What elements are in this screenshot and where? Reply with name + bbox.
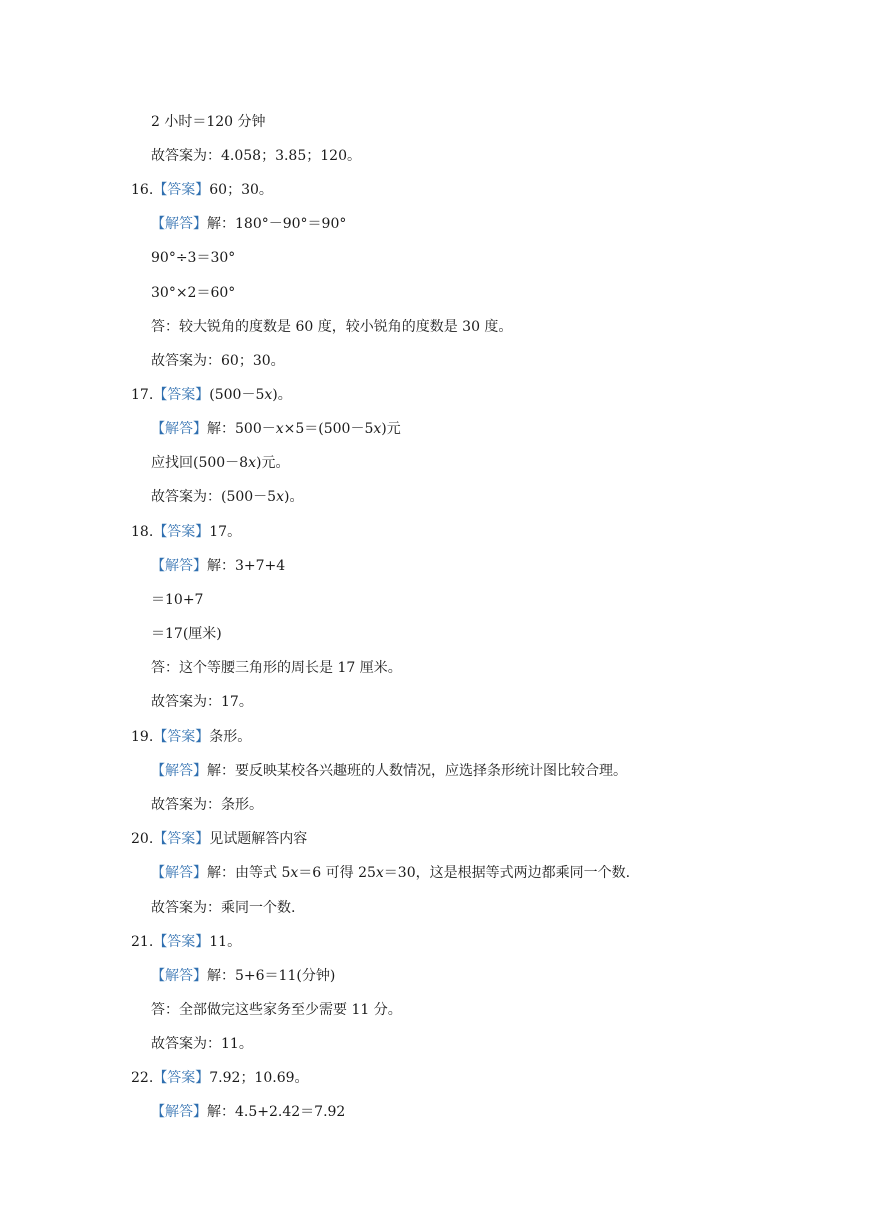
question-number: 22. (131, 1070, 154, 1086)
text-line: ＝10+7 (151, 592, 204, 608)
solution-tag: 【解答】 (151, 1104, 207, 1120)
text-line: 90°÷3＝30° (151, 250, 236, 266)
answer-line: 22.【答案】7.92；10.69。 (131, 1070, 309, 1086)
solution-line: 【解答】解：3+7+4 (151, 558, 286, 574)
text-line: 故答案为：乘同一个数. (151, 900, 296, 916)
solution-tag: 【解答】 (151, 968, 207, 984)
solution-line: 【解答】解：500－x×5＝(500－5x)元 (151, 421, 401, 437)
text-line: 故答案为：(500－5x)。 (151, 489, 304, 505)
answer-line: 18.【答案】17。 (131, 524, 242, 540)
answer-line: 16.【答案】60；30。 (131, 182, 273, 198)
text-line: 答：全部做完这些家务至少需要 11 分。 (151, 1002, 402, 1018)
answer-tag: 【答案】 (153, 831, 210, 847)
text-line: 答：较大锐角的度数是 60 度，较小锐角的度数是 30 度。 (151, 319, 513, 335)
solution-line: 【解答】解：要反映某校各兴趣班的人数情况，应选择条形统计图比较合理。 (151, 763, 627, 779)
solution-line: 【解答】解：180°－90°＝90° (151, 216, 347, 232)
solution-tag: 【解答】 (151, 558, 207, 574)
text-line: 故答案为：11。 (151, 1036, 253, 1052)
text-line: 故答案为：4.058；3.85；120。 (151, 148, 361, 164)
question-number: 19. (131, 729, 154, 745)
text-line: 故答案为：17。 (151, 694, 253, 710)
solution-line: 【解答】解：由等式 5x＝6 可得 25x＝30，这是根据等式两边都乘同一个数. (151, 865, 631, 881)
question-number: 21. (131, 934, 154, 950)
answer-tag: 【答案】 (153, 1070, 210, 1086)
answer-line: 19.【答案】条形。 (131, 729, 252, 745)
answer-tag: 【答案】 (153, 524, 210, 540)
answer-tag: 【答案】 (153, 729, 210, 745)
text-line: 故答案为：条形。 (151, 797, 263, 813)
text-line: 应找回(500－8x)元。 (151, 455, 290, 471)
question-number: 17. (131, 387, 154, 403)
question-number: 20. (131, 831, 154, 847)
text-line: 30°×2＝60° (151, 285, 236, 301)
answer-line: 20.【答案】见试题解答内容 (131, 831, 308, 847)
solution-tag: 【解答】 (151, 865, 207, 881)
answer-line: 21.【答案】11。 (131, 934, 242, 950)
solution-tag: 【解答】 (151, 216, 207, 232)
solution-line: 【解答】解：4.5+2.42＝7.92 (151, 1104, 346, 1120)
question-number: 16. (131, 182, 154, 198)
text-line: 2 小时＝120 分钟 (151, 114, 266, 130)
answer-tag: 【答案】 (153, 182, 210, 198)
text-line: 答：这个等腰三角形的周长是 17 厘米。 (151, 660, 402, 676)
solution-line: 【解答】解：5+6＝11(分钟) (151, 968, 336, 984)
text-line: ＝17(厘米) (151, 626, 222, 642)
question-number: 18. (131, 524, 154, 540)
answer-line: 17.【答案】(500－5x)。 (131, 387, 292, 403)
answer-tag: 【答案】 (153, 934, 210, 950)
solution-tag: 【解答】 (151, 763, 207, 779)
answer-tag: 【答案】 (153, 387, 210, 403)
solution-tag: 【解答】 (151, 421, 207, 437)
text-line: 故答案为：60；30。 (151, 353, 285, 369)
